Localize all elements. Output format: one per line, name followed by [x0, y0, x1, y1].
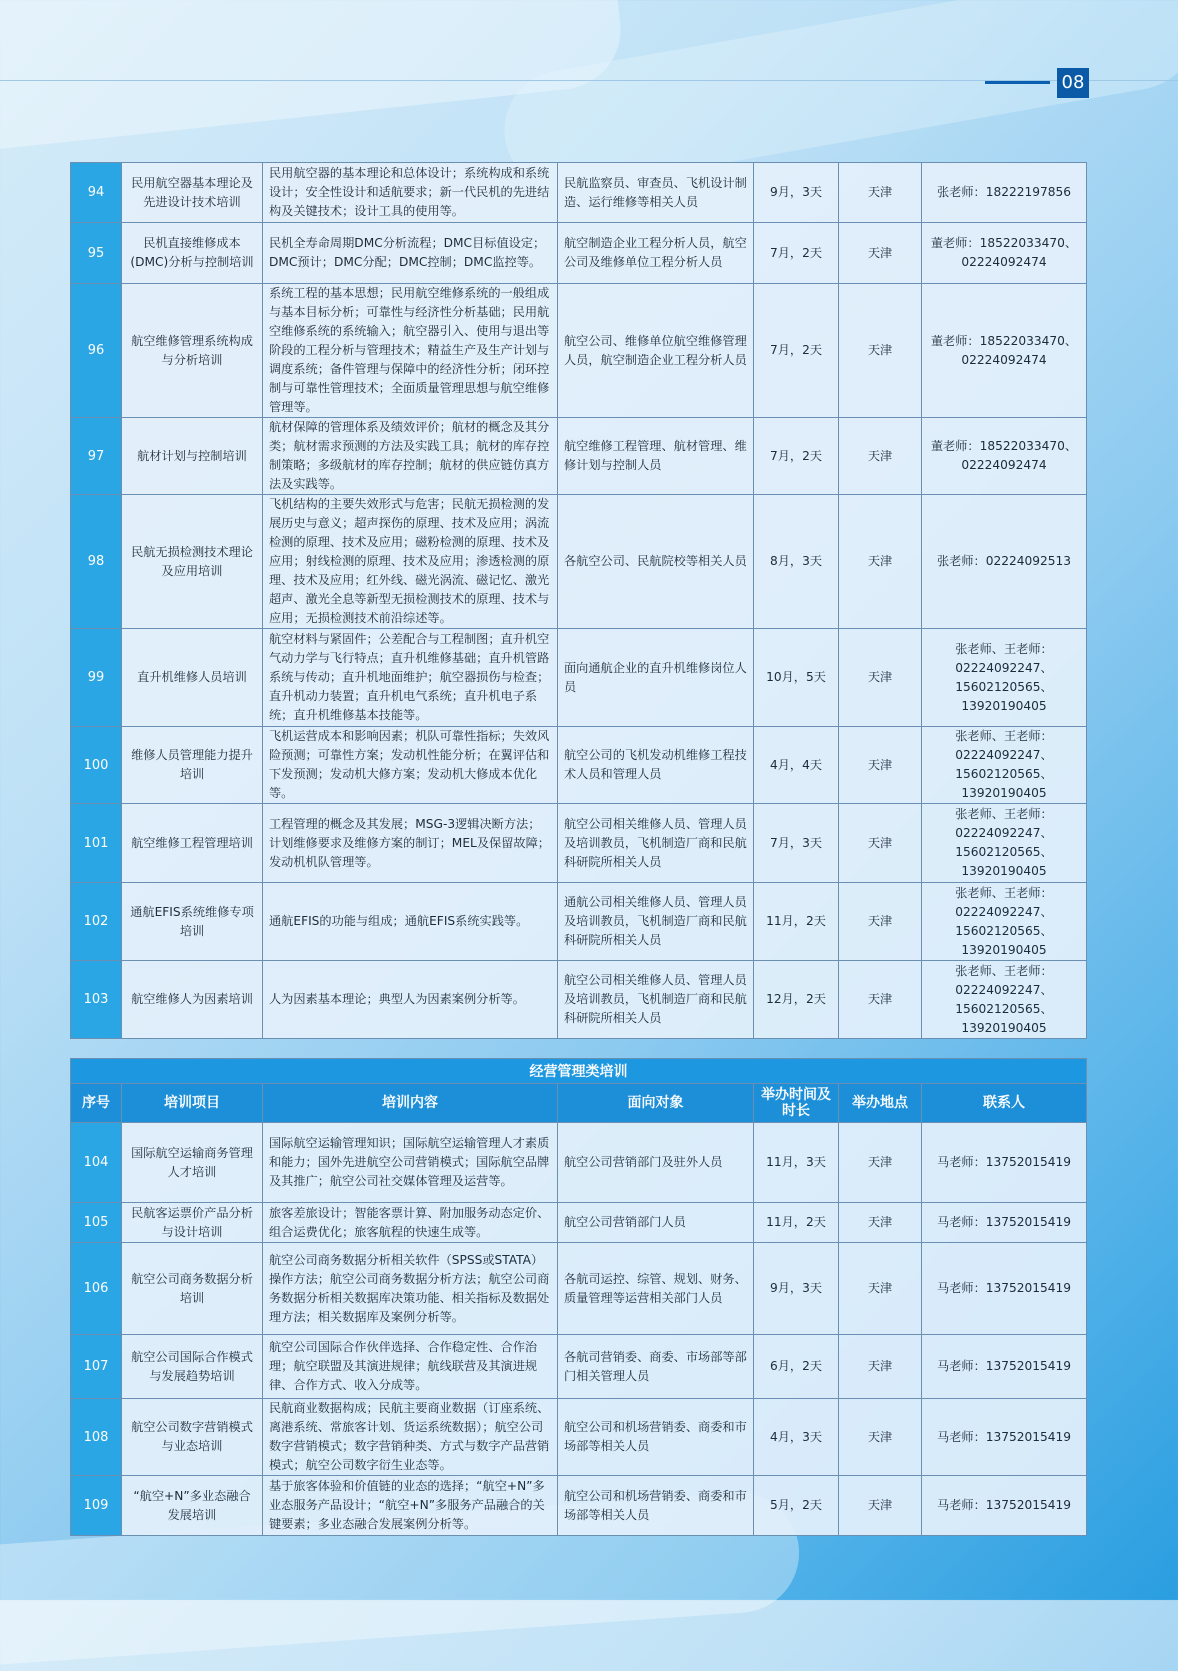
- training-project: 航空公司国际合作模式与发展趋势培训: [122, 1335, 263, 1399]
- target-audience: 航空公司营销部门人员: [558, 1203, 754, 1243]
- table-row: [71, 418, 1087, 495]
- table-row: [71, 961, 1087, 1039]
- page-number-rule: [985, 81, 1050, 84]
- schedule-duration: 7月，2天: [754, 223, 839, 284]
- venue: 天津: [839, 223, 922, 284]
- target-audience: 航空公司相关维修人员、管理人员及培训教员，飞机制造厂商和民航科研院所相关人员: [558, 961, 754, 1039]
- contact-person: 马老师：13752015419: [922, 1123, 1087, 1203]
- category-title: 经营管理类培训: [71, 1059, 1087, 1084]
- training-content: 民用航空器的基本理论和总体设计；系统构成和系统设计；安全性设计和适航要求；新一代民机的先进结构及关键技术；设计工具的使用等。: [263, 163, 558, 223]
- venue: 天津: [839, 1476, 922, 1536]
- target-audience: 航空公司的飞机发动机维修工程技术人员和管理人员: [558, 727, 754, 804]
- training-project: 维修人员管理能力提升培训: [122, 727, 263, 804]
- col-header-audience: 面向对象: [558, 1084, 754, 1123]
- contact-person: 董老师：18522033470、02224092474: [922, 223, 1087, 284]
- contact-person: 张老师、王老师：02224092247、15602120565、13920190405: [922, 883, 1087, 961]
- venue: 天津: [839, 961, 922, 1039]
- training-project: 通航EFIS系统维修专项培训: [122, 883, 263, 961]
- row-number: 101: [71, 804, 122, 883]
- training-content: 民航商业数据构成；民航主要商业数据（订座系统、离港系统、常旅客计划、货运系统数据）；航空公司数字营销模式；数字营销种类、方式与数字产品营销模式；航空公司数字衍生业态等。: [263, 1399, 558, 1476]
- training-table-body: [71, 163, 1087, 1039]
- schedule-duration: 11月，2天: [754, 1203, 839, 1243]
- target-audience: 各航司营销委、商委、市场部等部门相关管理人员: [558, 1335, 754, 1399]
- training-table-continued: [70, 162, 1087, 1039]
- row-number: 103: [71, 961, 122, 1039]
- target-audience: 航空制造企业工程分析人员，航空公司及维修单位工程分析人员: [558, 223, 754, 284]
- table-row: [71, 1123, 1087, 1203]
- training-content: 人为因素基本理论；典型人为因素案例分析等。: [263, 961, 558, 1039]
- target-audience: 航空公司营销部门及驻外人员: [558, 1123, 754, 1203]
- training-content: 航材保障的管理体系及绩效评价；航材的概念及其分类；航材需求预测的方法及实践工具；航材的库存控制策略；多级航材的库存控制；航材的供应链仿真方法及实践等。: [263, 418, 558, 495]
- training-content: 飞机结构的主要失效形式与危害；民航无损检测的发展历史与意义；超声探伤的原理、技术及应用；涡流检测的原理、技术及应用；磁粉检测的原理、技术及应用；射线检测的原理、技术及应用；渗透检测的原理、技术及应用；红外线、磁光涡流、磁记忆、激光超声、激光全息等新型无损检测技术的原理、技术与应用；无损检测技术前沿综述等。: [263, 495, 558, 629]
- training-project: 航空维修管理系统构成与分析培训: [122, 284, 263, 418]
- row-number: 109: [71, 1476, 122, 1536]
- training-content: 国际航空运输管理知识；国际航空运输管理人才素质和能力；国外先进航空公司营销模式；国际航空品牌及其推广；航空公司社交媒体管理及运营等。: [263, 1123, 558, 1203]
- table-row: [71, 727, 1087, 804]
- table-row: [71, 223, 1087, 284]
- row-number: 105: [71, 1203, 122, 1243]
- schedule-duration: 9月，3天: [754, 1243, 839, 1335]
- contact-person: 张老师、王老师：02224092247、15602120565、13920190405: [922, 629, 1087, 727]
- contact-person: 董老师：18522033470、02224092474: [922, 418, 1087, 495]
- schedule-duration: 5月，2天: [754, 1476, 839, 1536]
- schedule-duration: 7月，2天: [754, 418, 839, 495]
- training-project: 民航客运票价产品分析与设计培训: [122, 1203, 263, 1243]
- training-content: 航空材料与紧固件；公差配合与工程制图；直升机空气动力学与飞行特点；直升机维修基础；直升机管路系统与传动；直升机地面维护；航空器损伤与检查；直升机动力装置；直升机电气系统；直升机电子系统；直升机维修基本技能等。: [263, 629, 558, 727]
- table-row: [71, 1203, 1087, 1243]
- table-row: [71, 284, 1087, 418]
- venue: 天津: [839, 284, 922, 418]
- table-row: [71, 1399, 1087, 1476]
- row-number: 102: [71, 883, 122, 961]
- row-number: 104: [71, 1123, 122, 1203]
- schedule-duration: 7月，2天: [754, 284, 839, 418]
- row-number: 106: [71, 1243, 122, 1335]
- training-project: “航空+N”多业态融合发展培训: [122, 1476, 263, 1536]
- contact-person: 张老师、王老师：02224092247、15602120565、13920190405: [922, 727, 1087, 804]
- business-table-body: [71, 1123, 1087, 1536]
- training-content: 飞机运营成本和影响因素；机队可靠性指标；失效风险预测；可靠性方案；发动机性能分析；在翼评估和下发预测；发动机大修方案；发动机大修成本优化等。: [263, 727, 558, 804]
- training-project: 航空维修工程管理培训: [122, 804, 263, 883]
- training-content: 系统工程的基本思想；民用航空维修系统的一般组成与基本目标分析；可靠性与经济性分析基础；民用航空维修系统的系统输入；航空器引入、使用与退出等阶段的工程分析与管理技术；精益生产及生产计划与调度系统；备件管理与保障中的经济性分析；闭环控制与可靠性管理技术；全面质量管理思想与航空维修管理等。: [263, 284, 558, 418]
- table-row: [71, 804, 1087, 883]
- contact-person: 马老师：13752015419: [922, 1243, 1087, 1335]
- venue: 天津: [839, 629, 922, 727]
- training-project: 民机直接维修成本(DMC)分析与控制培训: [122, 223, 263, 284]
- schedule-duration: 9月，3天: [754, 163, 839, 223]
- training-content: 通航EFIS的功能与组成；通航EFIS系统实践等。: [263, 883, 558, 961]
- training-content: 民机全寿命周期DMC分析流程；DMC目标值设定；DMC预计；DMC分配；DMC控制；DMC监控等。: [263, 223, 558, 284]
- venue: 天津: [839, 727, 922, 804]
- venue: 天津: [839, 418, 922, 495]
- training-project: 航空公司商务数据分析培训: [122, 1243, 263, 1335]
- target-audience: 面向通航企业的直升机维修岗位人员: [558, 629, 754, 727]
- row-number: 108: [71, 1399, 122, 1476]
- schedule-duration: 11月，3天: [754, 1123, 839, 1203]
- table-row: [71, 1335, 1087, 1399]
- venue: 天津: [839, 1243, 922, 1335]
- target-audience: 各航空公司、民航院校等相关人员: [558, 495, 754, 629]
- page-number: 08: [1057, 68, 1089, 98]
- row-number: 98: [71, 495, 122, 629]
- contact-person: 张老师、王老师：02224092247、15602120565、13920190405: [922, 804, 1087, 883]
- row-number: 95: [71, 223, 122, 284]
- training-project: 国际航空运输商务管理人才培训: [122, 1123, 263, 1203]
- contact-person: 张老师：18222197856: [922, 163, 1087, 223]
- venue: 天津: [839, 1203, 922, 1243]
- venue: 天津: [839, 883, 922, 961]
- training-project: 航空维修人为因素培训: [122, 961, 263, 1039]
- schedule-duration: 4月，3天: [754, 1399, 839, 1476]
- target-audience: 民航监察员、审查员、飞机设计制造、运行维修等相关人员: [558, 163, 754, 223]
- contact-person: 马老师：13752015419: [922, 1335, 1087, 1399]
- schedule-duration: 12月，2天: [754, 961, 839, 1039]
- training-project: 航空公司数字营销模式与业态培训: [122, 1399, 263, 1476]
- contact-person: 马老师：13752015419: [922, 1399, 1087, 1476]
- row-number: 107: [71, 1335, 122, 1399]
- training-content: 航空公司国际合作伙伴选择、合作稳定性、合作治理；航空联盟及其演进规律；航线联营及其演进规律、合作方式、收入分成等。: [263, 1335, 558, 1399]
- venue: 天津: [839, 1335, 922, 1399]
- schedule-duration: 11月，2天: [754, 883, 839, 961]
- contact-person: 张老师：02224092513: [922, 495, 1087, 629]
- training-content: 工程管理的概念及其发展；MSG-3逻辑决断方法；计划维修要求及维修方案的制订；MEL及保留故障；发动机机队管理等。: [263, 804, 558, 883]
- training-content: 旅客差旅设计；智能客票计算、附加服务动态定价、组合运费优化；旅客航程的快速生成等。: [263, 1203, 558, 1243]
- col-header-no: 序号: [71, 1084, 122, 1123]
- contact-person: 马老师：13752015419: [922, 1476, 1087, 1536]
- venue: 天津: [839, 495, 922, 629]
- table-row: [71, 495, 1087, 629]
- contact-person: 张老师、王老师：02224092247、15602120565、13920190405: [922, 961, 1087, 1039]
- target-audience: 航空公司和机场营销委、商委和市场部等相关人员: [558, 1476, 754, 1536]
- contact-person: 董老师：18522033470、02224092474: [922, 284, 1087, 418]
- col-header-place: 举办地点: [839, 1084, 922, 1123]
- training-project: 民用航空器基本理论及先进设计技术培训: [122, 163, 263, 223]
- training-project: 直升机维修人员培训: [122, 629, 263, 727]
- training-project: 航材计划与控制培训: [122, 418, 263, 495]
- schedule-duration: 7月，3天: [754, 804, 839, 883]
- table-row: [71, 1476, 1087, 1536]
- venue: 天津: [839, 804, 922, 883]
- row-number: 99: [71, 629, 122, 727]
- schedule-duration: 10月，5天: [754, 629, 839, 727]
- target-audience: 航空公司相关维修人员、管理人员及培训教员，飞机制造厂商和民航科研院所相关人员: [558, 804, 754, 883]
- target-audience: 通航公司相关维修人员、管理人员及培训教员，飞机制造厂商和民航科研院所相关人员: [558, 883, 754, 961]
- training-content: 基于旅客体验和价值链的业态的选择；“航空+N”多业态服务产品设计；“航空+N”多服务产品融合的关键要素；多业态融合发展案例分析等。: [263, 1476, 558, 1536]
- venue: 天津: [839, 163, 922, 223]
- schedule-duration: 8月，3天: [754, 495, 839, 629]
- col-header-contact: 联系人: [922, 1084, 1087, 1123]
- schedule-duration: 6月，2天: [754, 1335, 839, 1399]
- col-header-content: 培训内容: [263, 1084, 558, 1123]
- target-audience: 航空公司、维修单位航空维修管理人员，航空制造企业工程分析人员: [558, 284, 754, 418]
- row-number: 94: [71, 163, 122, 223]
- table-row: [71, 629, 1087, 727]
- row-number: 96: [71, 284, 122, 418]
- venue: 天津: [839, 1399, 922, 1476]
- training-content: 航空公司商务数据分析相关软件（SPSS或STATA）操作方法；航空公司商务数据分析方法；航空公司商务数据分析相关数据库决策功能、相关指标及数据处理方法；相关数据库及案例分析等。: [263, 1243, 558, 1335]
- target-audience: 各航司运控、综管、规划、财务、质量管理等运营相关部门人员: [558, 1243, 754, 1335]
- table-row: [71, 163, 1087, 223]
- business-management-training-table: [70, 1058, 1087, 1536]
- table-row: [71, 1243, 1087, 1335]
- target-audience: 航空公司和机场营销委、商委和市场部等相关人员: [558, 1399, 754, 1476]
- schedule-duration: 4月，4天: [754, 727, 839, 804]
- col-header-time: 举办时间及时长: [754, 1084, 839, 1123]
- target-audience: 航空维修工程管理、航材管理、维修计划与控制人员: [558, 418, 754, 495]
- contact-person: 马老师：13752015419: [922, 1203, 1087, 1243]
- table-row: [71, 883, 1087, 961]
- row-number: 100: [71, 727, 122, 804]
- training-project: 民航无损检测技术理论及应用培训: [122, 495, 263, 629]
- col-header-project: 培训项目: [122, 1084, 263, 1123]
- row-number: 97: [71, 418, 122, 495]
- venue: 天津: [839, 1123, 922, 1203]
